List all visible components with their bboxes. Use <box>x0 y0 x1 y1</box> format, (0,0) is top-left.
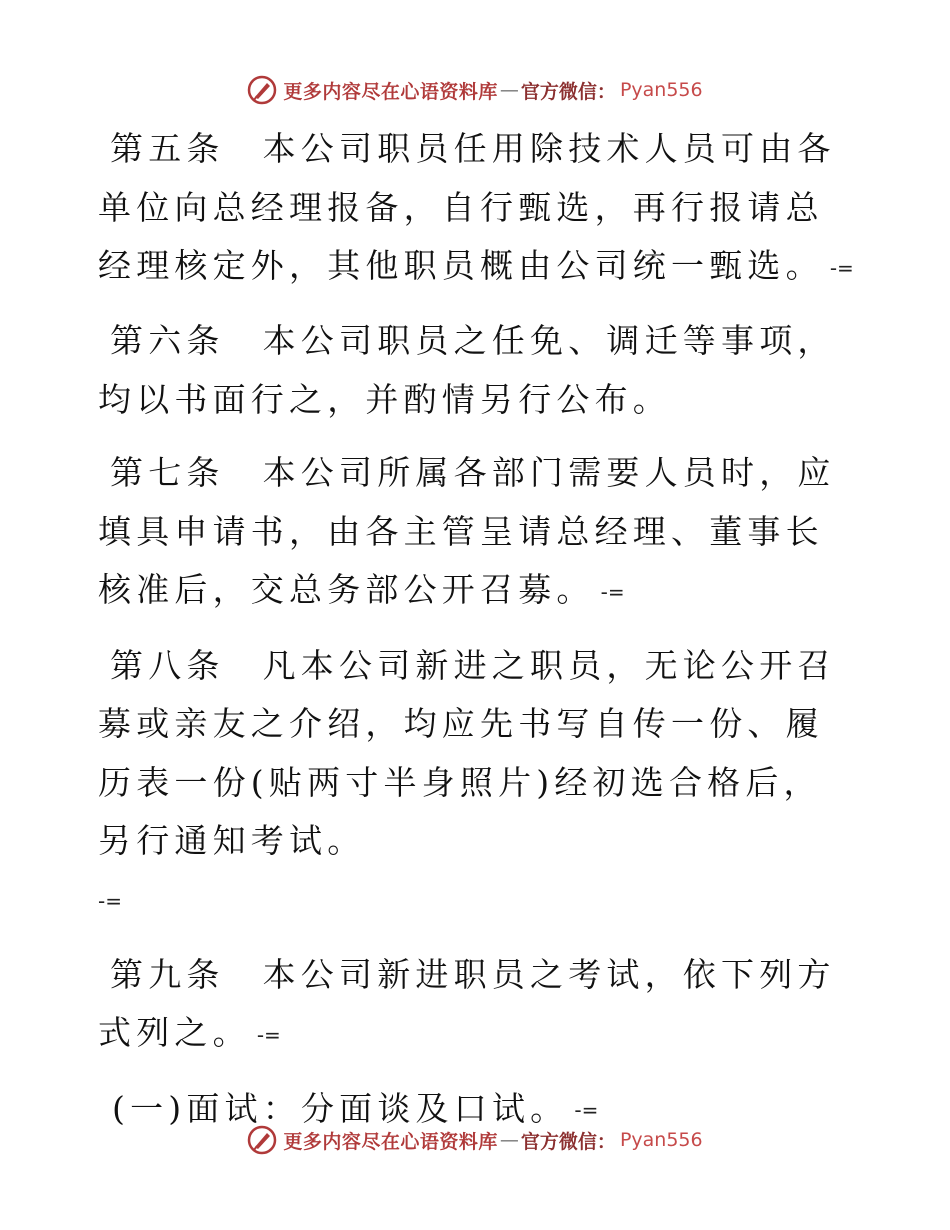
article-text: 本公司新进职员之考试，依下列方式列之。 <box>98 954 836 1053</box>
watermark-wechat-label: 官方微信： <box>520 80 616 103</box>
article-text: 本公司职员之任免、调迁等事项，均以书面行之，并酌情另行公布。 <box>98 321 836 419</box>
paragraph-mark: -= <box>600 580 625 604</box>
paragraph-mark: -= <box>98 889 122 914</box>
watermark-text: 更多内容尽在心语资料库 <box>283 80 498 103</box>
sub-item-text: (一)面试：分面谈及口试。 <box>112 1088 569 1128</box>
watermark-wechat-label: 官方微信： <box>520 1130 616 1153</box>
paragraph-mark: -= <box>829 255 854 280</box>
document-body <box>98 120 858 1155</box>
article-label: 第六条 <box>110 321 225 361</box>
watermark-separator: — <box>499 79 519 101</box>
article-text: 凡本公司新进之职员，无论公开召募或亲友之介绍，均应先书写自传一份、履历表一份(贴两寸半身照片)经初选合格后，另行通知考试。 <box>98 645 836 860</box>
article-5 <box>98 120 858 297</box>
quill-logo-icon <box>247 1125 277 1155</box>
article-7 <box>98 444 858 621</box>
article-label: 第七条 <box>110 453 225 493</box>
paragraph-mark: -= <box>574 1098 599 1123</box>
article-8 <box>98 637 858 931</box>
article-text: 本公司所属各部门需要人员时，应填具申请书，由各主管呈请总经理、董事长核准后，交总务部公开召募。 <box>98 453 836 610</box>
header-watermark <box>0 70 950 110</box>
watermark-wechat-id: Pyan556 <box>619 1129 703 1151</box>
article-label: 第八条 <box>110 645 225 685</box>
article-label: 第五条 <box>110 129 225 168</box>
watermark-text: 更多内容尽在心语资料库 <box>283 1130 498 1153</box>
watermark-wechat-id: Pyan556 <box>619 79 703 101</box>
paragraph-mark: -= <box>256 1023 281 1047</box>
watermark-separator: — <box>499 1129 519 1151</box>
article-9 <box>98 946 858 1065</box>
quill-logo-icon <box>247 75 277 105</box>
article-label: 第九条 <box>110 954 225 994</box>
footer-watermark <box>0 1120 950 1160</box>
article-text: 本公司职员任用除技术人员可由各单位向总经理报备，自行甄选，再行报请总经理核定外，其他职员概由公司统一甄选。 <box>98 129 836 285</box>
article-6 <box>98 312 858 429</box>
